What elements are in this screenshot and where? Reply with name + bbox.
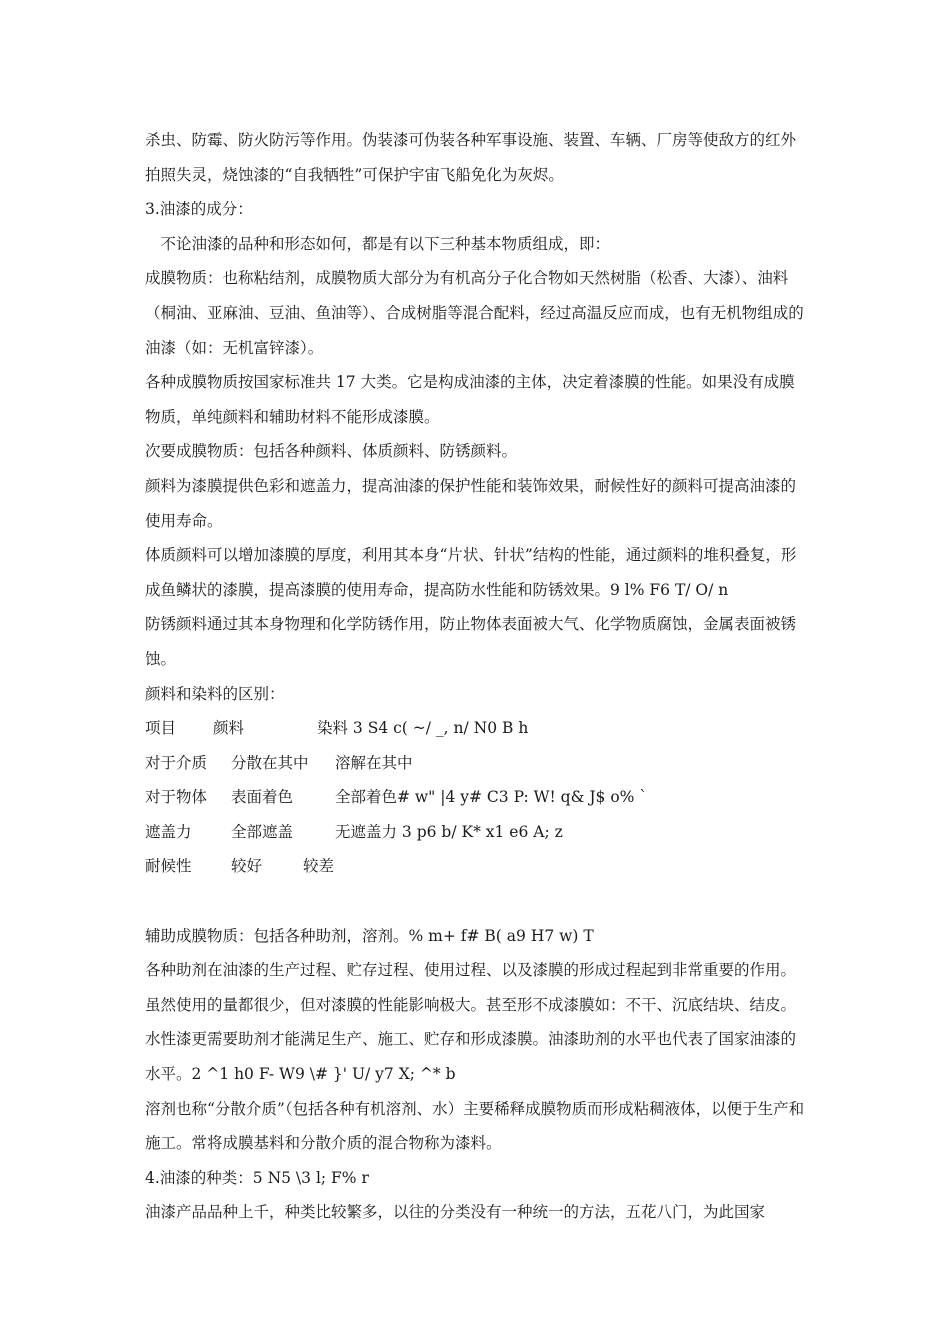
table-cell: 项目 xyxy=(145,719,177,738)
table-cell: 无遮盖力 3 p6 b/ K* x1 e6 A; z xyxy=(335,822,563,841)
paragraph: 颜料和染料的区别： xyxy=(145,684,285,703)
document-body xyxy=(145,123,810,1230)
paragraph: 溶剂也称“分散介质”（包括各种有机溶剂、水）主要稀释成膜物质而形成粘稠液体，以便于生产和施工。常将成膜基料和分散介质的混合物称为漆料。 xyxy=(145,1099,805,1153)
table-cell: 较差 xyxy=(303,857,335,876)
table-row xyxy=(145,849,810,884)
table-cell: 分散在其中 xyxy=(231,753,309,772)
table-row xyxy=(145,711,810,746)
section-heading: 3.油漆的成分： xyxy=(145,200,253,219)
table-cell: 颜料 xyxy=(213,719,245,738)
table-cell: 对于物体 xyxy=(145,788,208,807)
paragraph: 次要成膜物质：包括各种颜料、体质颜料、防锈颜料。 xyxy=(145,442,518,461)
table-row xyxy=(145,815,810,850)
paragraph: 成膜物质：也称粘结剂，成膜物质大部分为有机高分子化合物如天然树脂（松香、大漆）、油料（桐油、亚麻油、豆油、鱼油等）、合成树脂等混合配料，经过高温反应而成，也有无机物组成的油漆（如：无机富锌漆）。 xyxy=(145,269,804,357)
blank-line xyxy=(145,884,810,919)
paragraph: 颜料为漆膜提供色彩和遮盖力，提高油漆的保护性能和装饰效果，耐候性好的颜料可提高油漆的使用寿命。 xyxy=(145,476,797,530)
table-cell: 染料 3 S4 c( ~/ _, n/ N0 B h xyxy=(317,719,529,738)
table-row xyxy=(145,746,810,781)
table-cell: 较好 xyxy=(231,857,263,876)
paragraph: 不论油漆的品种和形态如何，都是有以下三种基本物质组成，即： xyxy=(160,234,611,253)
table-cell: 全部遮盖 xyxy=(231,822,294,841)
paragraph: 各种成膜物质按国家标准共 17 大类。它是构成油漆的主体，决定着漆膜的性能。如果没有成膜物质，单纯颜料和辅助材料不能形成漆膜。 xyxy=(145,373,795,426)
paragraph: 杀虫、防霉、防火防污等作用。伪装漆可伪装各种军事设施、装置、车辆、厂房等使敌方的红外拍照失灵，烧蚀漆的“自我牺牲”可保护宇宙飞船免化为灰烬。 xyxy=(145,131,797,184)
table-cell: 遮盖力 xyxy=(145,822,192,841)
paragraph: 防锈颜料通过其本身物理和化学防锈作用，防止物体表面被大气、化学物质腐蚀，金属表面被锈蚀。 xyxy=(145,615,797,668)
table-cell: 耐候性 xyxy=(145,857,192,876)
table-row xyxy=(145,780,810,815)
table-cell: 全部着色# w" |4 y# C3 P: W! q& J$ o% ` xyxy=(335,788,648,807)
paragraph: 油漆产品品种上千，种类比较繁多，以往的分类没有一种统一的方法，五花八门，为此国家 xyxy=(145,1203,766,1222)
paragraph: 各种助剂在油漆的生产过程、贮存过程、使用过程、以及漆膜的形成过程起到非常重要的作用。虽然使用的量都很少，但对漆膜的性能影响极大。甚至形不成漆膜如：不干、沉底结块、结皮。水性漆更需要助剂才能满足生产、施工、贮存和形成漆膜。油漆助剂的水平也代表了国家油漆的水平。2 ^1 h0 F- W9 \# }' U/ y7 X; ^* b xyxy=(145,961,797,1084)
paragraph: 体质颜料可以增加漆膜的厚度，利用其本身“片状、针状”结构的性能，通过颜料的堆积叠复，形成鱼鳞状的漆膜，提高漆膜的使用寿命，提高防水性能和防锈效果。9 l% F6 T/ O/ n xyxy=(145,546,797,599)
section-heading: 4.油漆的种类：5 N5 \3 l; F% r xyxy=(145,1168,369,1187)
table-cell: 表面着色 xyxy=(231,788,294,807)
table-cell: 溶解在其中 xyxy=(335,753,413,772)
paragraph: 辅助成膜物质：包括各种助剂，溶剂。% m+ f# B( a9 H7 w) T xyxy=(145,926,594,945)
table-cell: 对于介质 xyxy=(145,753,208,772)
